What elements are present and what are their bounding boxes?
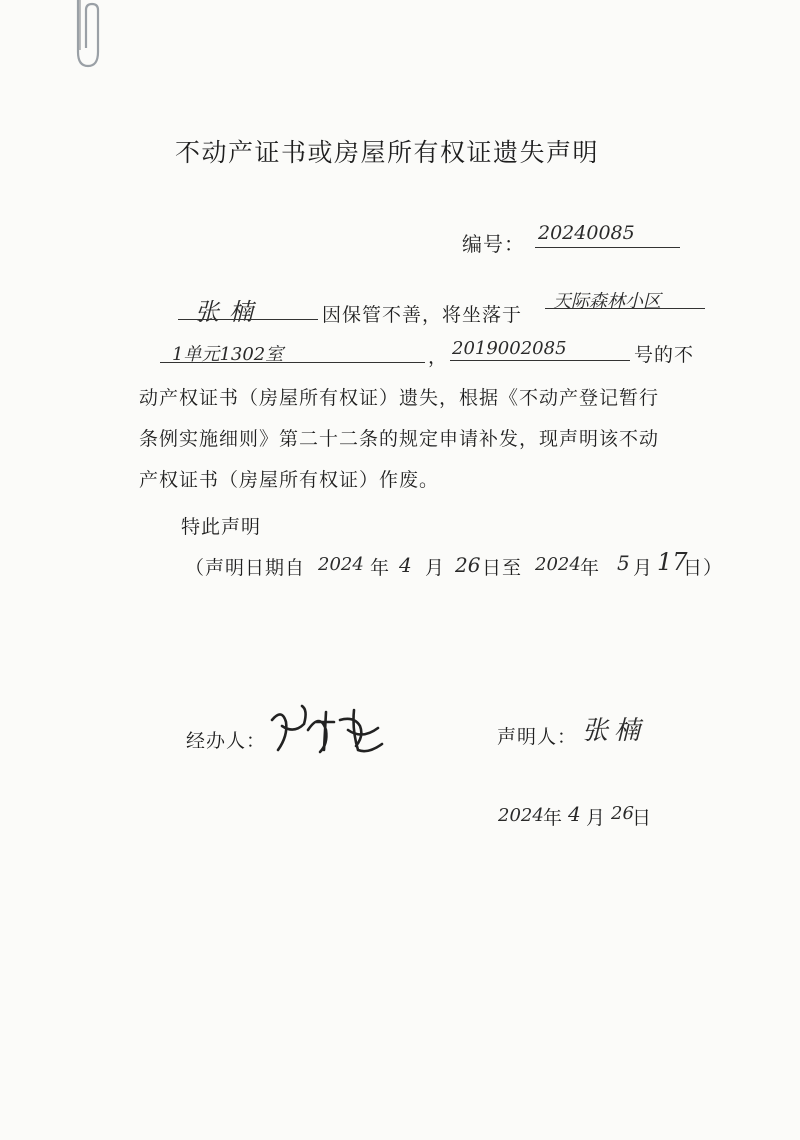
document-title: 不动产证书或房屋所有权证遗失声明 bbox=[175, 138, 600, 167]
period-close: 日） bbox=[683, 557, 724, 579]
line2-tail: 号的不 bbox=[634, 344, 695, 366]
paragraph-line-5: 产权证书（房屋所有权证）作废。 bbox=[139, 469, 440, 491]
sign-date-month-char: 月 bbox=[586, 807, 607, 829]
location-underline-1 bbox=[545, 308, 705, 309]
period-start-day: 26 bbox=[455, 553, 481, 577]
period-end-year: 2024 bbox=[535, 554, 581, 575]
period-open: （声明日期自 bbox=[185, 557, 306, 579]
owner-underline bbox=[178, 319, 318, 320]
handler-label: 经办人： bbox=[186, 730, 267, 752]
declarant-label: 声明人： bbox=[497, 726, 578, 748]
location-handwritten-2: 1单元1302室 bbox=[172, 344, 284, 365]
period-start-month: 4 bbox=[399, 553, 412, 577]
period-year-char-1: 年 bbox=[370, 557, 391, 579]
comma-text: ， bbox=[428, 346, 449, 368]
sign-date-month: 4 bbox=[568, 802, 581, 826]
certificate-number-handwritten: 2019002085 bbox=[452, 338, 567, 359]
period-month-char-1: 月 bbox=[425, 557, 446, 579]
handler-signature bbox=[268, 700, 388, 760]
declarant-signature: 张楠 bbox=[582, 716, 647, 746]
period-month-char-2: 月 bbox=[633, 557, 654, 579]
number-value: 20240085 bbox=[538, 222, 635, 244]
sign-date-year: 2024 bbox=[498, 805, 544, 826]
sign-date-day-char: 日 bbox=[632, 807, 653, 829]
number-label: 编号： bbox=[462, 232, 525, 256]
reason-text: 因保管不善，将坐落于 bbox=[322, 304, 523, 326]
sign-date-day: 26 bbox=[611, 803, 634, 824]
paper-clip-icon bbox=[68, 0, 108, 72]
location-underline-2 bbox=[160, 362, 425, 363]
certificate-underline bbox=[450, 360, 630, 361]
period-year-char-2: 年 bbox=[580, 557, 601, 579]
period-end-day: 17 bbox=[657, 548, 688, 576]
location-handwritten-1: 天际森林小区 bbox=[553, 291, 661, 312]
period-to: 日至 bbox=[482, 557, 523, 579]
period-start-year: 2024 bbox=[318, 554, 364, 575]
owner-name-handwritten: 张楠 bbox=[195, 298, 263, 326]
paragraph-line-4: 条例实施细则》第二十二条的规定申请补发，现声明该不动 bbox=[139, 428, 660, 450]
paragraph-line-3: 动产权证书（房屋所有权证）遗失，根据《不动产登记暂行 bbox=[139, 387, 660, 409]
sign-date-year-char: 年 bbox=[543, 807, 564, 829]
closing-text: 特此声明 bbox=[181, 516, 262, 538]
number-underline bbox=[535, 247, 680, 248]
period-end-month: 5 bbox=[617, 551, 630, 575]
